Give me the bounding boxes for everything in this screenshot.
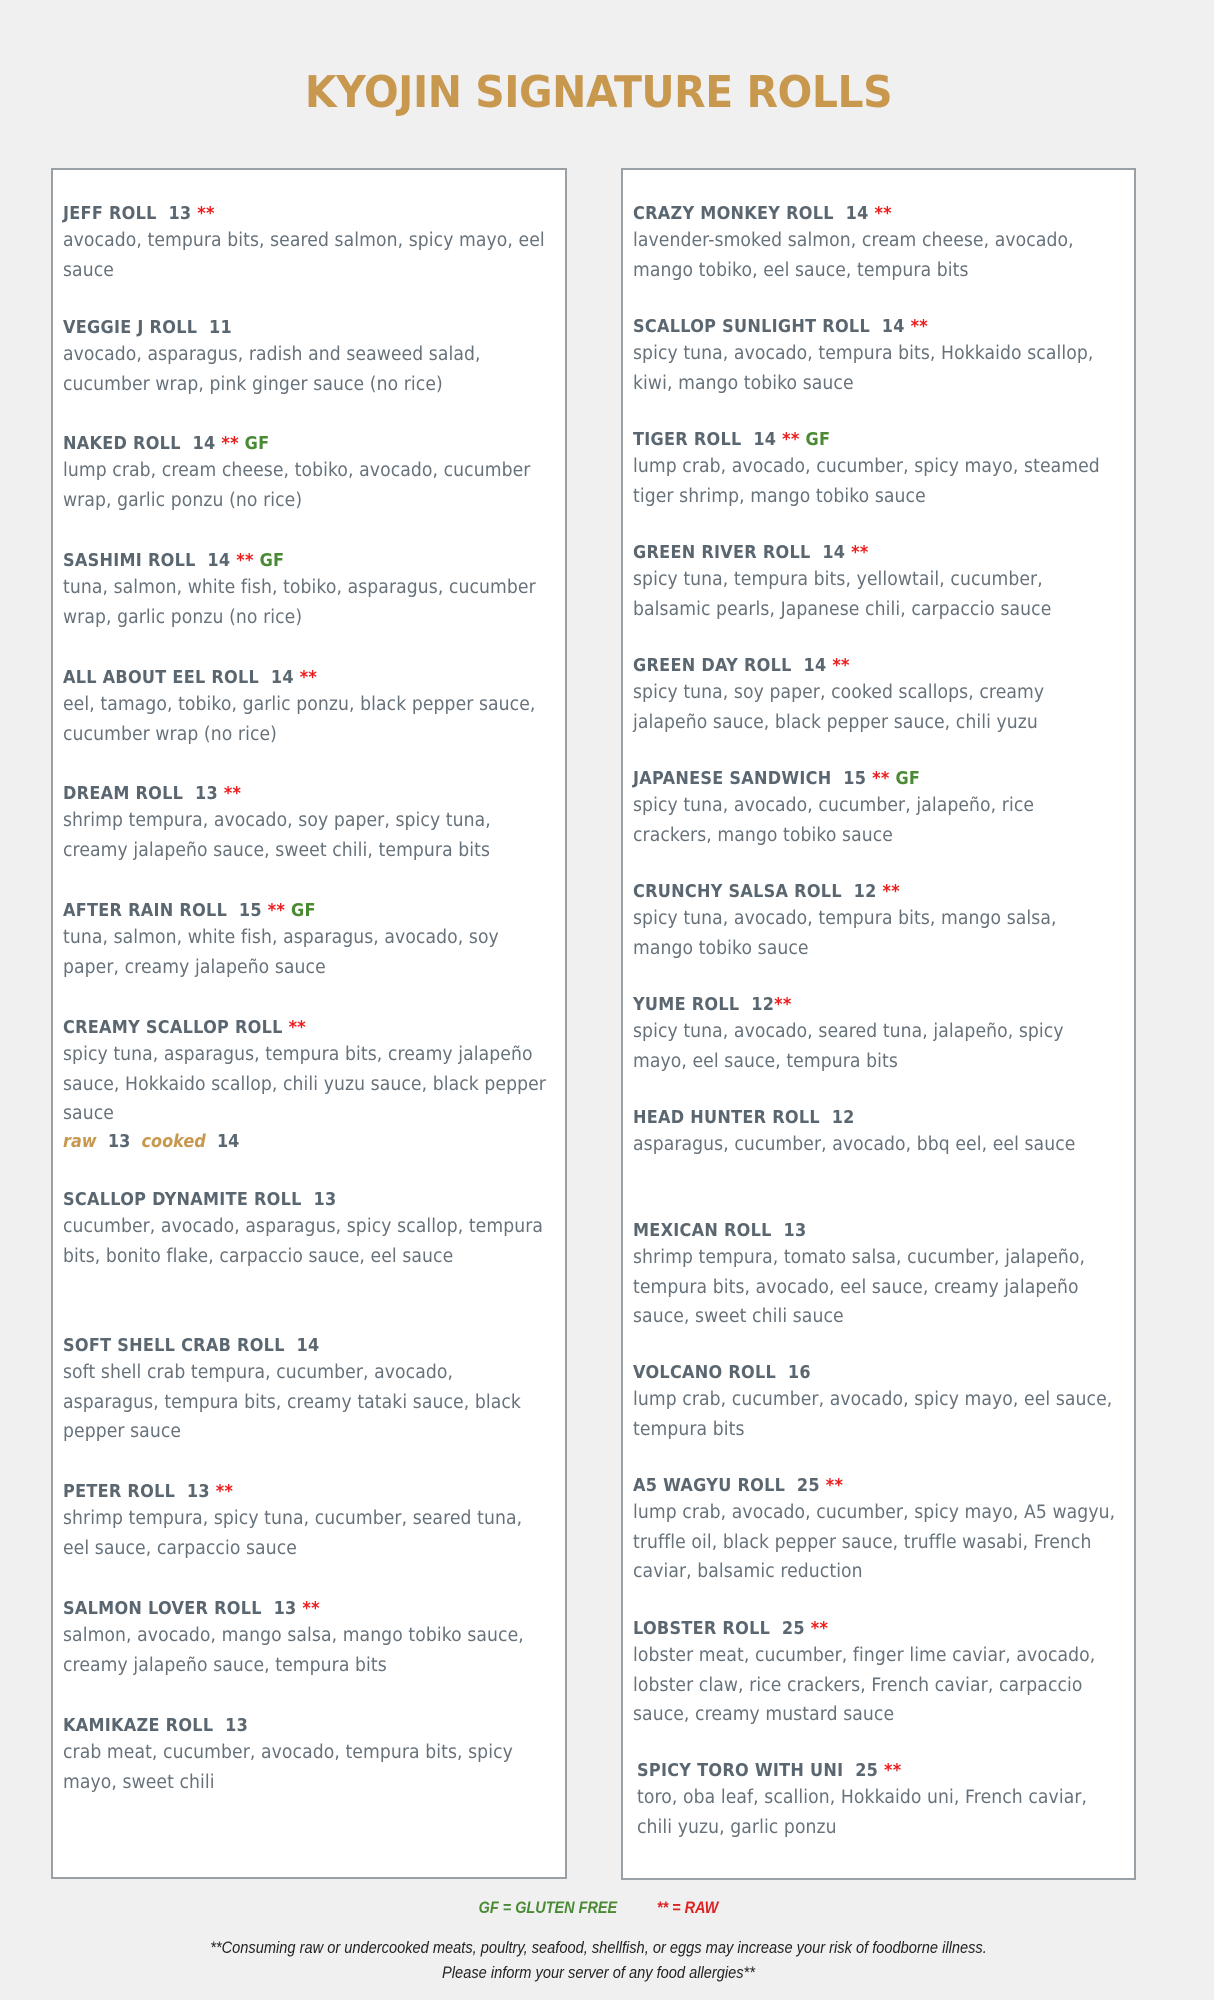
menu-item-title [633,1219,1093,1243]
menu-item-description: lobster meat, cucumber, finger lime caviar, avocado, lobster claw, rice crackers, French caviar, carpaccio sauce, creamy mustard sauce [633,1645,1096,1725]
menu-item-name: TIGER ROLL [633,430,742,450]
menu-item-price: 14 [845,204,869,224]
menu-item-name: YUME ROLL [633,995,740,1015]
menu-item-price: 25 [796,1476,820,1496]
menu-item-price: 14 [822,543,846,563]
raw-marker: ** [221,434,239,454]
menu-item-name: GREEN DAY ROLL [633,656,792,676]
menu-item-description: tuna, salmon, white fish, tobiko, asparagus, cucumber wrap, garlic ponzu (no rice) [63,577,536,628]
menu-item [633,428,1133,511]
menu-item-title [63,1714,523,1738]
menu-item-description: crab meat, cucumber, avocado, tempura bits, spicy mayo, sweet chili [63,1742,513,1793]
disclaimer-line-1: **Consuming raw or undercooked meats, poultry, seafood, shellfish, or eggs may increase your risk of foodborne illness. [210,1938,987,1957]
menu-item-name: SCALLOP SUNLIGHT ROLL [633,317,870,337]
menu-item [63,899,563,982]
raw-variant-price: 13 [107,1131,131,1152]
food-safety-disclaimer [84,1935,1113,1985]
menu-item [63,1016,563,1155]
menu-item-description: lavender-smoked salmon, cream cheese, avocado, mango tobiko, eel sauce, tempura bits [633,230,1074,281]
menu-item-description: lump crab, cream cheese, tobiko, avocado, cucumber wrap, garlic ponzu (no rice) [63,460,531,511]
menu-item [633,202,1133,285]
raw-marker: ** [782,430,800,450]
menu-item-title [633,1361,1093,1385]
menu-item-price: 14 [296,1336,320,1356]
menu-item-title [633,428,1093,452]
menu-item-name: VEGGIE J ROLL [63,318,198,338]
menu-item-price: 12 [751,995,775,1015]
menu-item [63,432,563,515]
menu-item [63,1188,563,1271]
menu-item-description: soft shell crab tempura, cucumber, avocado, asparagus, tempura bits, creamy tataki sauce, black pepper sauce [63,1362,521,1442]
menu-item-price: 14 [803,656,827,676]
menu-item [63,1597,563,1680]
gluten-free-marker: GF [291,901,316,921]
disclaimer-line-2: Please inform your server of any food allergies** [442,1963,755,1982]
raw-marker: ** [774,995,792,1015]
menu-item [633,1219,1133,1332]
gluten-free-marker: GF [244,434,270,454]
menu-item-price: 13 [273,1599,297,1619]
menu-item-description: spicy tuna, avocado, seared tuna, jalapeño, spicy mayo, eel sauce, tempura bits [633,1021,1064,1072]
raw-marker: ** [302,1599,320,1619]
menu-item-description: shrimp tempura, avocado, soy paper, spicy tuna, creamy jalapeño sauce, sweet chili, tempura bits [63,810,491,861]
menu-item [633,767,1133,850]
menu-item-price: 14 [192,434,216,454]
raw-marker: ** [910,317,929,337]
menu-item [63,666,563,749]
menu-item-price: 25 [855,1761,879,1781]
menu-item-price: 13 [783,1221,807,1241]
menu-item-description: asparagus, cucumber, avocado, bbq eel, eel sauce [633,1134,1076,1155]
menu-item-title [63,1480,523,1504]
raw-marker: ** [236,551,254,571]
menu-item-title [633,880,1093,904]
raw-marker: ** [215,1482,234,1502]
menu-item-name: A5 WAGYU ROLL [633,1476,786,1496]
menu-item-price: 16 [787,1363,811,1383]
menu-item-name: LOBSTER ROLL [633,1619,771,1639]
raw-marker: ** [810,1619,829,1639]
menu-item-price: 14 [207,551,231,571]
raw-marker: ** [288,1018,307,1038]
menu-item-description: spicy tuna, avocado, tempura bits, Hokkaido scallop, kiwi, mango tobiko sauce [633,343,1094,394]
menu-item-title [633,1474,1093,1498]
menu-item-description: spicy tuna, avocado, cucumber, jalapeño, rice crackers, mango tobiko sauce [633,795,1035,846]
menu-item-title [63,432,523,456]
menu-item [63,1480,563,1563]
menu-item [633,880,1133,963]
raw-marker: ** [825,1476,844,1496]
menu-item-name: ALL ABOUT EEL ROLL [63,668,260,688]
menu-item-name: SCALLOP DYNAMITE ROLL [63,1190,302,1210]
menu-item [63,316,563,399]
menu-item-title [633,315,1093,339]
menu-item-title [63,1334,523,1358]
menu-item-name: AFTER RAIN ROLL [63,901,228,921]
menu-item-price: 14 [270,668,294,688]
menu-item-name: JAPANESE SANDWICH [633,769,832,789]
menu-item-name: CRAZY MONKEY ROLL [633,204,834,224]
menu-item [63,549,563,632]
menu-item-title [633,1617,1093,1641]
menu-item [63,202,563,285]
menu-item-price: 13 [168,204,192,224]
menu-item-name: SALMON LOVER ROLL [63,1599,262,1619]
menu-item-price: 11 [209,318,233,338]
raw-marker: ** [851,543,869,563]
menu-item-price: 15 [843,769,867,789]
menu-item [633,1106,1133,1160]
menu-item-title [633,993,1093,1017]
menu-item-name: SOFT SHELL CRAB ROLL [63,1336,285,1356]
menu-item-description: lump crab, cucumber, avocado, spicy mayo, eel sauce, tempura bits [633,1389,1113,1440]
menu-item-price: 12 [853,882,877,902]
menu-item-name: KAMIKAZE ROLL [63,1716,214,1736]
raw-marker: ** [882,882,900,902]
legend-gluten-free: GF = GLUTEN FREE [478,1898,618,1917]
menu-item [637,1759,1137,1842]
menu-item-title [63,202,523,226]
raw-marker: ** [874,204,892,224]
menu-item [633,1617,1133,1730]
menu-item-description: spicy tuna, soy paper, cooked scallops, creamy jalapeño sauce, black pepper sauce, chili yuzu [633,682,1045,733]
menu-item [633,1361,1133,1444]
raw-marker: ** [832,656,850,676]
raw-marker: ** [884,1761,902,1781]
menu-item-description: lump crab, avocado, cucumber, spicy mayo, steamed tiger shrimp, mango tobiko sauce [633,456,1100,507]
menu-item-price: 14 [881,317,905,337]
menu-item-title [63,1016,523,1040]
menu-item-title [633,1106,1093,1130]
menu-item [633,1474,1133,1587]
menu-item [633,654,1133,737]
menu-item-description: lump crab, avocado, cucumber, spicy mayo, A5 wagyu, truffle oil, black pepper sauce, truffle wasabi, French caviar, balsamic reduction [633,1502,1116,1582]
menu-item-price: 12 [831,1108,855,1128]
gluten-free-marker: GF [805,430,831,450]
menu-item-title [63,666,523,690]
menu-item-title [63,1597,523,1621]
menu-item-title [63,782,523,806]
raw-marker: ** [223,784,242,804]
menu-item-title [63,549,523,573]
cooked-variant-price: 14 [216,1131,240,1152]
raw-marker: ** [197,204,215,224]
menu-item-title [637,1759,1097,1783]
menu-item-title [633,541,1093,565]
menu-item [633,315,1133,398]
menu-item-title [63,899,523,923]
raw-variant-label: raw [63,1131,97,1152]
menu-item-name: JEFF ROLL [63,204,157,224]
menu-item-name: NAKED ROLL [63,434,181,454]
menu-item-description: salmon, avocado, mango salsa, mango tobiko sauce, creamy jalapeño sauce, tempura bits [63,1625,524,1676]
menu-item-price: 15 [238,901,262,921]
menu-item [63,1714,563,1797]
legend-raw: ** = RAW [656,1898,719,1917]
raw-marker: ** [872,769,890,789]
cooked-variant-label: cooked [141,1131,206,1152]
raw-marker: ** [299,668,318,688]
menu-item-name: SASHIMI ROLL [63,551,196,571]
menu-item-description: eel, tamago, tobiko, garlic ponzu, black pepper sauce, cucumber wrap (no rice) [63,694,536,745]
legend [90,1898,1107,1918]
menu-item-description: toro, oba leaf, scallion, Hokkaido uni, French caviar, chili yuzu, garlic ponzu [637,1787,1088,1838]
gluten-free-marker: GF [259,551,285,571]
menu-item-description: cucumber, avocado, asparagus, spicy scallop, tempura bits, bonito flake, carpaccio sauce, eel sauce [63,1216,544,1267]
menu-item-description: spicy tuna, asparagus, tempura bits, creamy jalapeño sauce, Hokkaido scallop, chili yuzu sauce, black pepper sauce [63,1044,546,1124]
menu-item-description: tuna, salmon, white fish, asparagus, avocado, soy paper, creamy jalapeño sauce [63,927,499,978]
menu-item-name: DREAM ROLL [63,784,184,804]
menu-item-title [633,654,1093,678]
menu-item-name: SPICY TORO WITH UNI [637,1761,844,1781]
menu-item-price: 13 [186,1482,210,1502]
menu-item [63,1334,563,1447]
menu-item-price: 13 [194,784,218,804]
menu-item [633,541,1133,624]
menu-item-price: 25 [781,1619,805,1639]
menu-item-price: 13 [313,1190,337,1210]
menu-item-name: VOLCANO ROLL [633,1363,777,1383]
menu-item-description: avocado, asparagus, radish and seaweed salad, cucumber wrap, pink ginger sauce (no rice) [63,344,481,395]
menu-item-name: HEAD HUNTER ROLL [633,1108,820,1128]
gluten-free-marker: GF [895,769,921,789]
menu-item-description: spicy tuna, tempura bits, yellowtail, cucumber, balsamic pearls, Japanese chili, carpaccio sauce [633,569,1052,620]
menu-item [633,993,1133,1076]
menu-item-price: 14 [753,430,777,450]
raw-marker: ** [267,901,286,921]
menu-item-description: avocado, tempura bits, seared salmon, spicy mayo, eel sauce [63,230,545,281]
page-title: KYOJIN SIGNATURE ROLLS [304,67,893,119]
menu-item-name: MEXICAN ROLL [633,1221,772,1241]
menu-item-name: GREEN RIVER ROLL [633,543,811,563]
menu-item-title [633,767,1093,791]
price-variants [63,1129,523,1155]
menu-item [63,782,563,865]
menu-item-title [63,316,523,340]
menu-item-name: CREAMY SCALLOP ROLL [63,1018,283,1038]
menu-item-description: spicy tuna, avocado, tempura bits, mango salsa, mango tobiko sauce [633,908,1057,959]
menu-item-name: PETER ROLL [63,1482,176,1502]
menu-item-description: shrimp tempura, tomato salsa, cucumber, jalapeño, tempura bits, avocado, eel sauce, creamy jalapeño sauce, sweet chili sauce [633,1247,1086,1327]
menu-item-description: shrimp tempura, spicy tuna, cucumber, seared tuna, eel sauce, carpaccio sauce [63,1508,523,1559]
menu-item-name: CRUNCHY SALSA ROLL [633,882,842,902]
menu-column-left [51,168,567,1879]
menu-item-title [633,202,1093,226]
menu-item-price: 13 [225,1716,249,1736]
menu-column-right [621,168,1136,1880]
menu-item-title [63,1188,523,1212]
